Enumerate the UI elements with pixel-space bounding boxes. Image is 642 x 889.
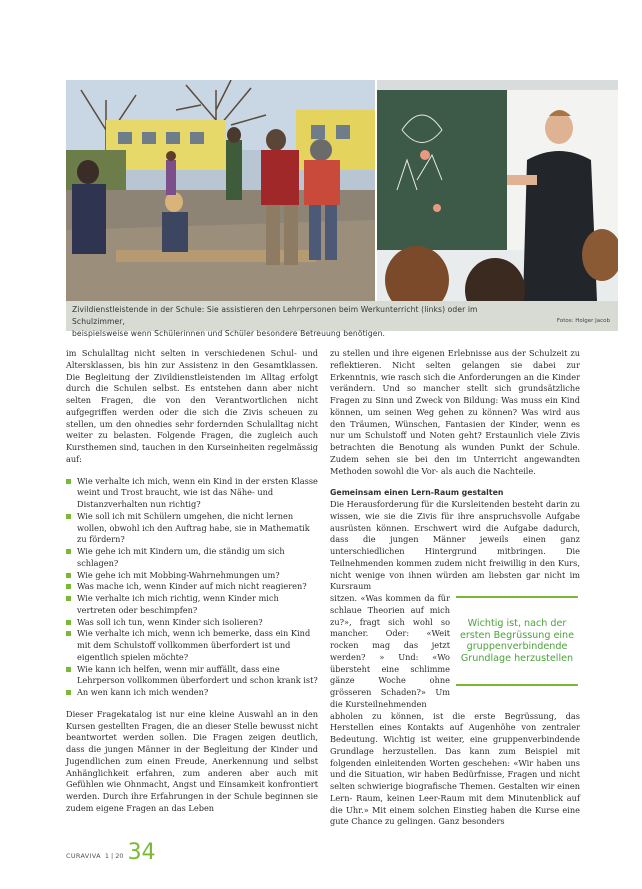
- article-column-left: [66, 348, 318, 825]
- photo-caption: [66, 301, 618, 338]
- reflection-paragraph: zu stellen und ihre eigenen Erlebnisse aus der Schulzeit zu reflektieren. Nicht selten gelangen sie dabei zur Erkenntnis, wie rasch sich die Anforderungen an die Kinder verändern. Und so mancher stellt sich grundsätzliche Fragen zu Sinn und Zweck von Bildung: Was muss ein Kind können, um seinen Weg gehen zu können? Was wird aus den Träumen, Wünschen, Fantasien der Kinder, wenn es nur um Schulstoff und Noten geht? Erstaunlich viele Zivis betrachten die Benotung als wunden Punkt der Schule. Zudem sehen sie bei den im Unterricht angewandten Methoden sowohl die Vor- als auch die Nachteile.: [330, 348, 580, 476]
- question-item: Was soll ich tun, wenn Kinder sich isolieren?: [66, 617, 318, 629]
- question-item: Wie verhalte ich mich, wenn ein Kind in der ersten Klasse weint und Trost braucht, wie ist das Nähe- und Distanzverhalten nun richtig?: [66, 476, 318, 511]
- page-number: 34: [127, 840, 156, 865]
- caption-line-1: Zivildienstleistende in der Schule: Sie assistieren den Lehrpersonen beim Werkunterricht (links) oder im Schulzimmer,: [72, 305, 478, 326]
- photo-credit: Fotos: Holger Jacob: [556, 318, 610, 324]
- photo-classroom: [377, 80, 618, 301]
- question-item: Wie gehe ich mit Mobbing-Wahrnehmungen um?: [66, 570, 318, 582]
- caption-text: [72, 304, 532, 340]
- intro-paragraph: im Schulalltag nicht selten in verschiedenen Schul- und Altersklassen, bis hin zur Assistenz in den Gesamtklassen. Die Begleitung der Zivildienstleistenden im Alltag erfolgt durch die Schulen selbst. Es entstehen dann aber nicht selten Fragen, die von den Verantwortlichen nicht aufgegriffen werden oder die sich die Zivis scheuen zu stellen, um den ohnedies sehr fordernden Schulalltag nicht weiter zu belasten. Folgende Fragen, die zugleich auch Kursthemen sind, tauchen in den Kurseinheiten regelmässig auf:: [66, 348, 318, 464]
- page-footer: [66, 834, 156, 864]
- question-list: [66, 476, 318, 699]
- outro-paragraph: Dieser Fragekatalog ist nur eine kleine Auswahl an in den Kursen gestellten Fragen, die an dieser Stelle bewusst nicht beantwortet werden sollen. Die Fragen zeigen deutlich, dass die jungen Männer in der Begleitung der Kinder und Jugendlichen zum einen Freude, Anerkennung und selbst Anhänglichkeit erfahren, zum anderen aber auch mit Gefühlen wie Ohnmacht, Angst und Einsamkeit konfrontiert werden. Durch ihre Erfahrungen in der Schule beginnen sie zudem eigene Fragen an das Leben: [66, 708, 318, 813]
- greeting-paragraph: abholen zu können, ist die erste Begrüssung, das Herstellen eines Kontakts auf Augenhöhe von zentraler Bedeutung. Wichtig ist weiter, eine gruppenverbindende Grundlage herzustellen. Das kann zum Beispiel mit folgenden einleitenden Worten geschehen: «Wir haben uns und die Situation, wir haben Bedürfnisse, Fragen und nicht selten schwierige biografische Themen. Gestalten wir einen Lern- Raum, keinen Leer-Raum mit dem Minutenblick auf die Uhr.» Mit einem solchen Einstieg haben die Kurse eine gute Chance zu gelingen. Ganz besonders: [330, 710, 580, 827]
- magazine-name: CURAVIVA: [66, 852, 101, 860]
- question-item: Wie soll ich mit Schülern umgehen, die nicht lernen wollen, obwohl ich den Auftrag habe, sie in Mathematik zu fördern?: [66, 511, 318, 546]
- narrow-paragraph: sitzen. «Was kommen da für schlaue Theorien auf mich zu?», fragt sich wohl so mancher. Oder: «Weit rocken mag das jetzt werden? » Und: «Wo übersteht eine schlimme gänze Woche ohne grösseren Schaden?» Um die Kursteilnehmenden: [330, 593, 450, 709]
- question-item: Was mache ich, wenn Kinder auf mich nicht reagieren?: [66, 581, 318, 593]
- photo-workshop: [66, 80, 375, 301]
- question-item: An wen kann ich mich wenden?: [66, 687, 318, 699]
- question-item: Wie verhalte ich mich, wenn ich bemerke, dass ein Kind mit dem Schulstoff vollkommen überfordert ist und eigentlich spielen möchte?: [66, 628, 318, 663]
- question-item: Wie verhalte ich mich richtig, wenn Kinder mich vertreten oder beschimpfen?: [66, 593, 318, 617]
- question-item: Wie kann ich helfen, wenn mir auffällt, dass eine Lehrperson vollkommen überfordert und schon krank ist?: [66, 664, 318, 688]
- caption-line-2: beispielsweise wenn Schülerinnen und Schüler besondere Betreuung benötigen.: [72, 329, 385, 338]
- pull-quote-text: Wichtig ist, nach der ersten Begrüssung eine gruppenverbindende Grundlage herzustellen: [459, 618, 575, 664]
- challenge-paragraph: Die Herausforderung für die Kursleitenden besteht darin zu wissen, wie sie die Zivis für ihre anspruchsvolle Aufgabe ausrüsten können. Erschwert wird die Aufgabe dadurch, dass die jungen Männer jeweils einen ganz unterschiedlichen Hintergrund mitbringen. Die Teilnehmenden kommen zudem nicht freiwillig in den Kurs, nicht wenige von ihnen würden am liebsten gar nicht im Kursraum: [330, 499, 580, 592]
- article-column-right: [330, 348, 580, 838]
- question-item: Wie gehe ich mit Kindern um, die ständig um sich schlagen?: [66, 546, 318, 570]
- issue-number: 1 | 20: [104, 852, 124, 860]
- pull-quote: [456, 596, 578, 686]
- section-subheading: Gemeinsam einen Lern-Raum gestalten: [330, 488, 504, 498]
